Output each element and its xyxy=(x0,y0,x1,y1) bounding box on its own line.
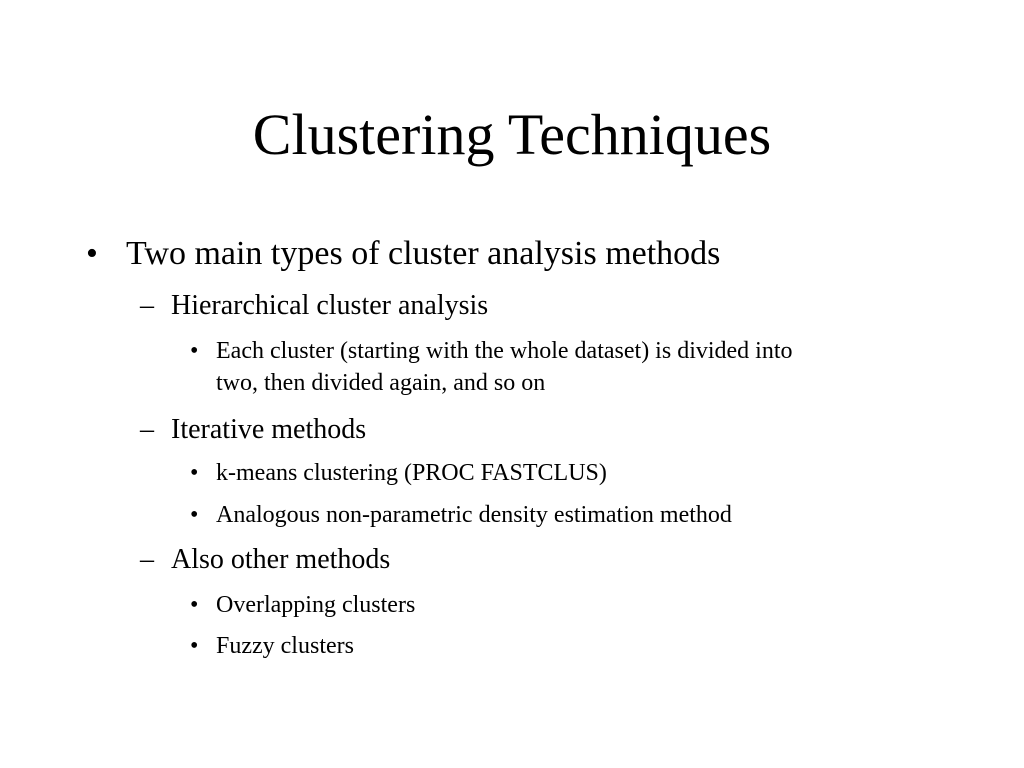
slide-title: Clustering Techniques xyxy=(252,102,772,167)
bullet-marker: • xyxy=(86,235,98,272)
sub-sub-bullet-marker: • xyxy=(190,502,199,528)
sub-sub-bullet-text-line1: Each cluster (starting with the whole dataset) is divided into xyxy=(216,338,793,364)
sub-sub-bullet-text: Fuzzy clusters xyxy=(216,633,354,659)
sub-sub-bullet-marker: • xyxy=(190,460,199,486)
sub-bullet-text: Also other methods xyxy=(171,544,391,575)
dash-marker: – xyxy=(140,290,154,321)
bullet-text: Two main types of cluster analysis methods xyxy=(126,235,721,272)
dash-marker: – xyxy=(140,414,154,445)
sub-bullet-text: Iterative methods xyxy=(171,414,367,445)
sub-sub-bullet-marker: • xyxy=(190,338,199,364)
sub-sub-bullet-text-line2: two, then divided again, and so on xyxy=(216,370,546,396)
sub-sub-bullet-text: k-means clustering (PROC FASTCLUS) xyxy=(216,460,607,486)
sub-bullet-text: Hierarchical cluster analysis xyxy=(171,290,489,321)
sub-sub-bullet-marker: • xyxy=(190,592,199,618)
sub-sub-bullet-marker: • xyxy=(190,633,199,659)
dash-marker: – xyxy=(140,544,154,575)
sub-sub-bullet-text: Overlapping clusters xyxy=(216,592,416,618)
sub-sub-bullet-text: Analogous non-parametric density estimation method xyxy=(216,502,732,528)
